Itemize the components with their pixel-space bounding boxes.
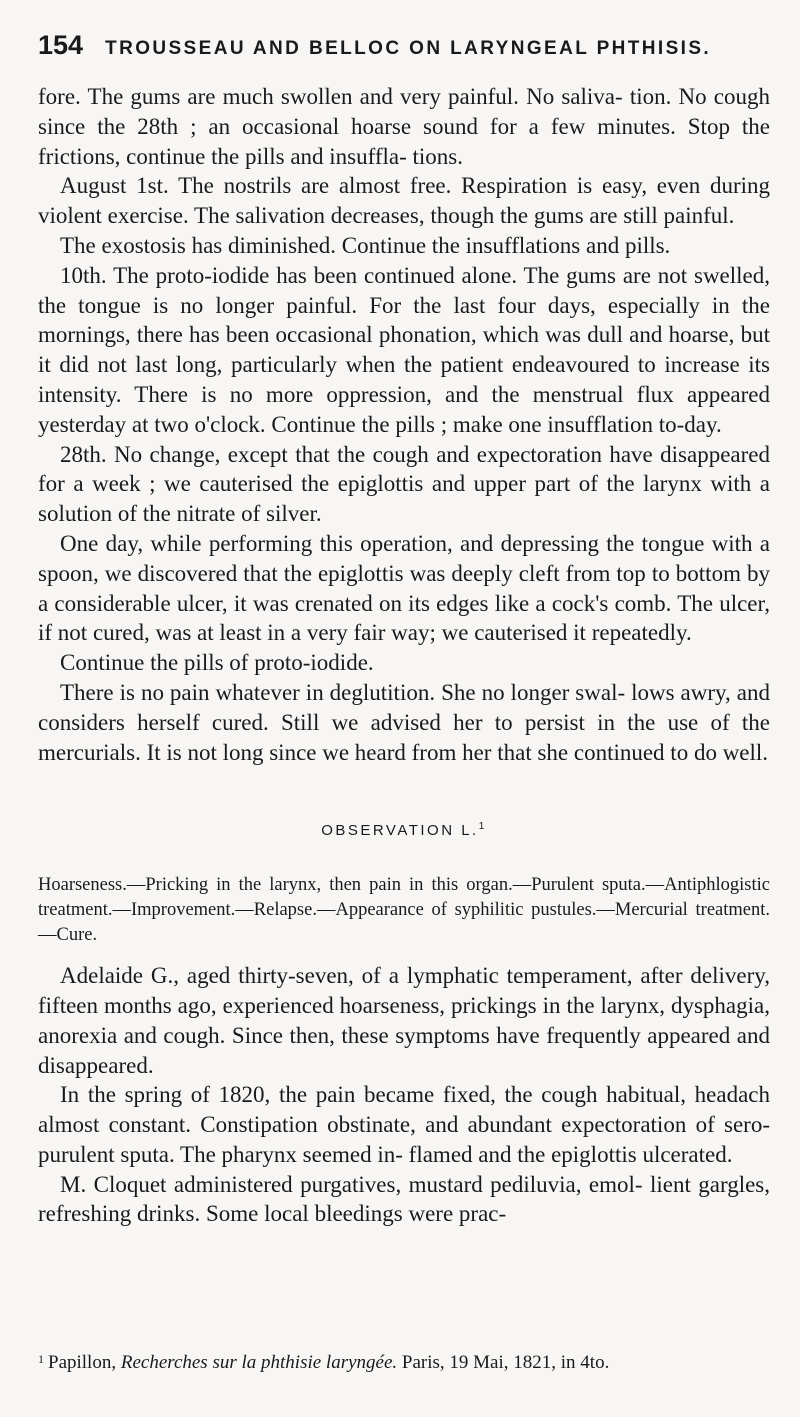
running-title: TROUSSEAU AND BELLOC ON LARYNGEAL PHTHISIS. xyxy=(105,38,712,59)
paragraph: M. Cloquet administered purgatives, mustard pediluvia, emol- lient gargles, refreshing drinks. Some local bleedings were prac- xyxy=(38,1171,770,1227)
paragraph: 10th. The proto-iodide has been continued alone. The gums are not swelled, the tongue is no longer painful. For the last four days, especially in the mornings, there has been occasional phonation, which was dull and hoarse, but it did not last long, particularly when the patient endeavoured to increase its intensity. There is no more oppression, and the menstrual flux appeared yesterday at two o'clock. Continue the pills ; make one insufflation to-day. xyxy=(38,262,770,437)
paragraph: fore. The gums are much swollen and very painful. No saliva- tion. No cough since the 28th ; an occasional hoarse sound for a few minutes. Stop the frictions, continue the pills and insuffla- tions. xyxy=(38,84,770,169)
paragraph: 28th. No change, except that the cough and expectoration have disappeared for a week ; we cauterised the epiglottis and upper part of the larynx with a solution of the nitrate of silver. xyxy=(38,441,770,527)
footnote-title: Recherches sur la phthisie laryngée. xyxy=(120,1352,398,1373)
footnote xyxy=(38,1347,770,1375)
observation-heading xyxy=(38,821,770,839)
footnote-rest: Paris, 19 Mai, 1821, in 4to. xyxy=(401,1352,610,1373)
paragraph: August 1st. The nostrils are almost free. Respiration is easy, even during violent exercise. The salivation decreases, though the gums are still painful. xyxy=(38,173,770,229)
running-head xyxy=(38,30,770,70)
paragraph: Continue the pills of proto-iodide. xyxy=(60,650,374,676)
paragraph: Adelaide G., aged thirty-seven, of a lymphatic temperament, after delivery, fifteen months ago, experienced hoarseness, prickings in the larynx, dysphagia, anorexia and cough. Since then, these symptoms have frequently appeared and disappeared. xyxy=(38,963,770,1078)
footnote-marker: 1 xyxy=(38,1352,44,1366)
footnote-author: Papillon, xyxy=(48,1352,117,1373)
paragraph: One day, while performing this operation, and depressing the tongue with a spoon, we discovered that the epiglottis was deeply cleft from top to bottom by a considerable ulcer, it was crenated on its edges like a cock's comb. The ulcer, if not cured, was at least in a very fair way; we cauterised it repeatedly. xyxy=(38,530,770,646)
footnote-reference: 1 xyxy=(478,821,487,833)
observation-heading-text: OBSERVATION L. xyxy=(321,822,479,840)
page-number: 154 xyxy=(38,30,84,60)
book-page xyxy=(38,30,770,1229)
body-text xyxy=(38,82,770,1229)
paragraph: In the spring of 1820, the pain became fixed, the cough habitual, headach almost constant. Constipation obstinate, and abundant expectoration of sero-purulent sputa. The pharynx seemed in- flamed and the epiglottis ulcerated. xyxy=(38,1082,770,1167)
observation-synopsis: Hoarseness.—Pricking in the larynx, then pain in this organ.—Purulent sputa.—Antiphlogistic treatment.—Improvement.—Relapse.—Appearance of syphilitic pustules.—Mercurial treatment.—Cure. xyxy=(38,875,770,945)
paragraph: The exostosis has diminished. Continue the insufflations and pills. xyxy=(60,232,671,258)
paragraph: There is no pain whatever in deglutition. She no longer swal- lows awry, and considers herself cured. Still we advised her to persist in the use of the mercurials. It is not long since we heard from her that she continued to do well. xyxy=(38,679,770,765)
